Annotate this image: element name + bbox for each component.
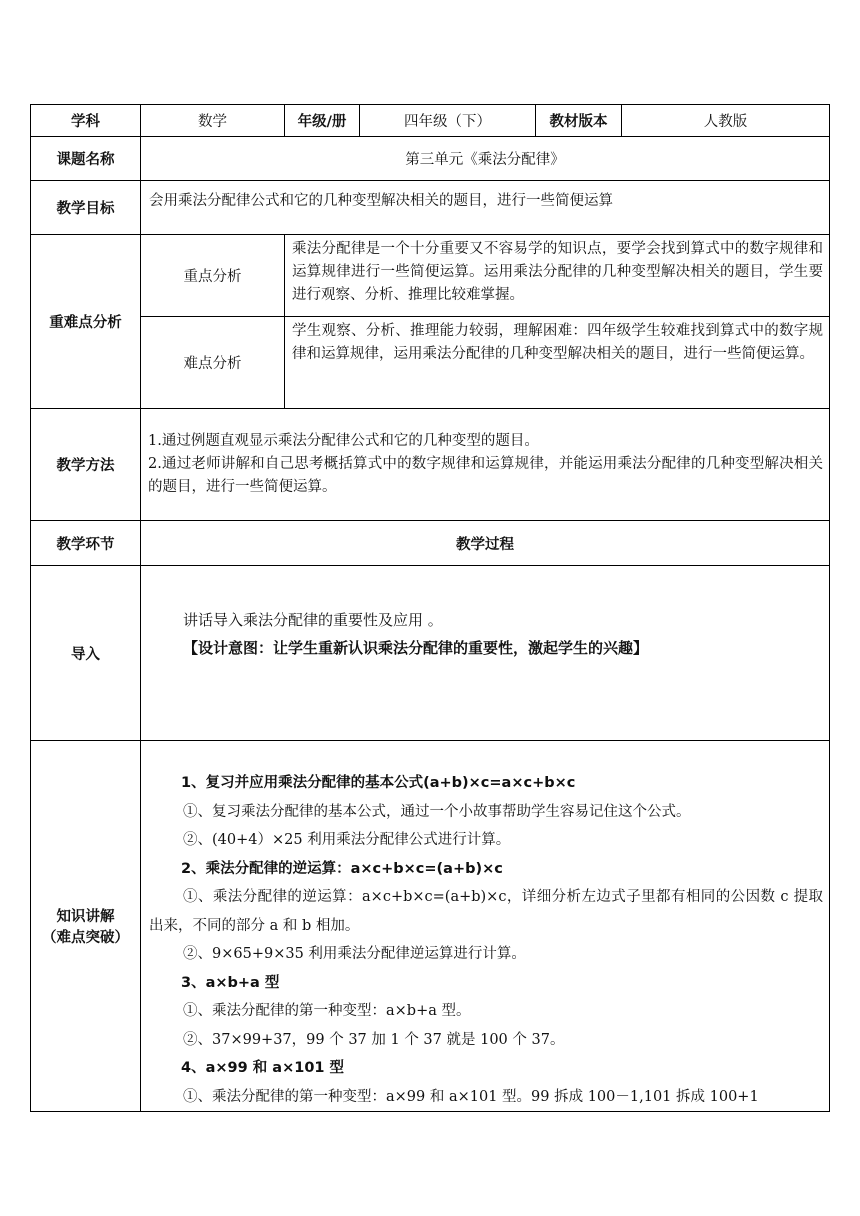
grade-value: 四年级（下）	[360, 105, 536, 137]
subject-label: 学科	[31, 105, 141, 137]
method-label: 教学方法	[31, 409, 141, 521]
objective-label: 教学目标	[31, 181, 141, 235]
edition-label: 教材版本	[536, 105, 622, 137]
knowledge-heading-1: 1、复习并应用乘法分配律的基本公式(a+b)×c=a×c+b×c	[181, 775, 576, 791]
edition-value: 人教版	[622, 105, 830, 137]
key-analysis-text: 乘法分配律是一个十分重要又不容易学的知识点，要学会找到算式中的数字规律和运算规律进行一些简便运算。运用乘法分配律的几种变型解决相关的题目，学生要进行观察、分析、推理比较难掌握。	[285, 235, 830, 317]
key-analysis-label: 重点分析	[141, 235, 285, 317]
knowledge-item-5: ①、乘法分配律的第一种变型：a×b+a 型。	[183, 1003, 471, 1019]
knowledge-label	[31, 741, 141, 1112]
knowledge-item-3: ①、乘法分配律的逆运算：a×c+b×c=(a+b)×c，详细分析左边式子里都有相同的公因数 c 提取出来，不同的部分 a 和 b 相加。	[149, 889, 823, 934]
knowledge-item-4: ②、9×65+9×35 利用乘法分配律逆运算进行计算。	[183, 946, 526, 962]
difficult-analysis-text: 学生观察、分析、推理能力较弱，理解困难：四年级学生较难找到算式中的数字规律和运算规律，运用乘法分配律的几种变型解决相关的题目，进行一些简便运算。	[285, 317, 830, 409]
lesson-label: 课题名称	[31, 137, 141, 181]
difficult-analysis-row	[31, 317, 830, 409]
intro-label: 导入	[31, 566, 141, 741]
header-row	[31, 105, 830, 137]
knowledge-item-1: ①、复习乘法分配律的基本公式，通过一个小故事帮助学生容易记住这个公式。	[183, 803, 691, 820]
objective-row	[31, 181, 830, 235]
intro-cell	[141, 566, 830, 741]
lesson-plan-table	[30, 104, 830, 1112]
objective-value: 会用乘法分配律公式和它的几种变型解决相关的题目，进行一些简便运算	[141, 181, 830, 235]
subject-value: 数学	[141, 105, 285, 137]
intro-line-1: 讲话导入乘法分配律的重要性及应用 。	[183, 611, 443, 629]
knowledge-item-7: ①、乘法分配律的第一种变型：a×99 和 a×101 型。99 拆成 100－1,101 拆成 100+1	[183, 1088, 759, 1105]
grade-label: 年级/册	[285, 105, 360, 137]
knowledge-item-6: ②、37×99+37，99 个 37 加 1 个 37 就是 100 个 37。	[183, 1031, 565, 1048]
method-line-1: 1.通过例题直观显示乘法分配律公式和它的几种变型的题目。	[148, 433, 539, 449]
intro-design-intent: 【设计意图：让学生重新认识乘法分配律的重要性，激起学生的兴趣】	[183, 639, 649, 657]
intro-row	[31, 566, 830, 741]
knowledge-cell	[141, 741, 830, 1112]
method-line-2: 2.通过老师讲解和自己思考概括算式中的数字规律和运算规律，并能运用乘法分配律的几种变型解决相关的题目，进行一些简便运算。	[148, 456, 823, 495]
lesson-value: 第三单元《乘法分配律》	[141, 137, 830, 181]
knowledge-item-2: ②、(40+4）×25 利用乘法分配律公式进行计算。	[183, 832, 511, 848]
knowledge-row	[31, 741, 830, 1112]
process-label: 教学过程	[141, 521, 830, 566]
method-row	[31, 409, 830, 521]
key-analysis-row	[31, 235, 830, 317]
method-cell	[141, 409, 830, 521]
step-label: 教学环节	[31, 521, 141, 566]
knowledge-label-line-2: （难点突破）	[42, 930, 129, 946]
knowledge-heading-3: 3、a×b+a 型	[181, 974, 280, 991]
process-header-row	[31, 521, 830, 566]
lesson-row	[31, 137, 830, 181]
difficult-analysis-label: 难点分析	[141, 317, 285, 409]
knowledge-label-line-1: 知识讲解	[56, 909, 115, 925]
analysis-label: 重难点分析	[31, 235, 141, 409]
knowledge-heading-2: 2、乘法分配律的逆运算：a×c+b×c=(a+b)×c	[181, 860, 503, 877]
knowledge-heading-4: 4、a×99 和 a×101 型	[181, 1060, 345, 1076]
